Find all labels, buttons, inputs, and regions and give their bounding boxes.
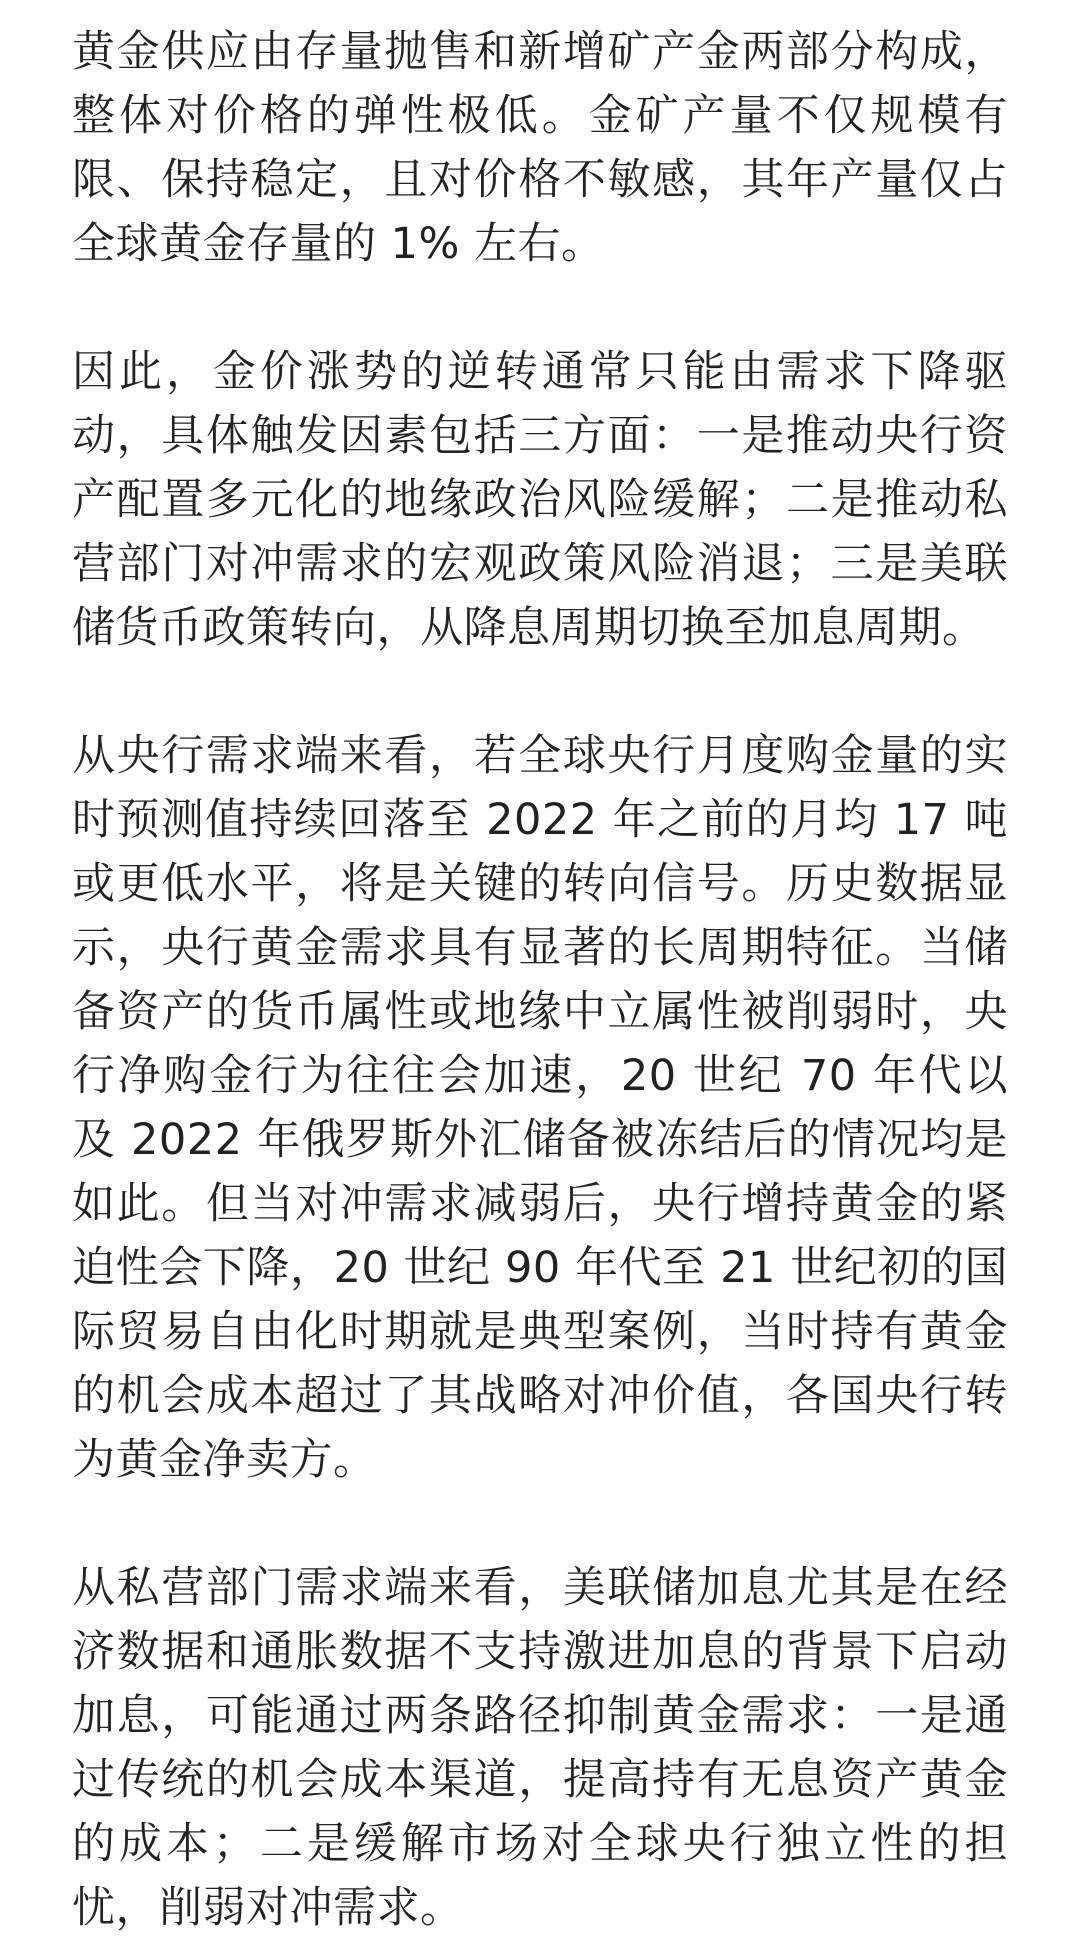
paragraph-gold-supply: 黄金供应由存量抛售和新增矿产金两部分构成，整体对价格的弹性极低。金矿产量不仅规模有限、保持稳定，且对价格不敏感，其年产量仅占全球黄金存量的 1% 左右。: [72, 27, 1008, 269]
paragraph-reversal-drivers: 因此，金价涨势的逆转通常只能由需求下降驱动，具体触发因素包括三方面：一是推动央行资产配置多元化的地缘政治风险缓解；二是推动私营部门对冲需求的宏观政策风险消退；三是美联储货币政策转向，从降息周期切换至加息周期。: [72, 347, 1008, 653]
paragraph-central-bank-demand: 从央行需求端来看，若全球央行月度购金量的实时预测值持续回落至 2022 年之前的月均 17 吨或更低水平，将是关键的转向信号。历史数据显示，央行黄金需求具有显著的长周期特征。当储备资产的货币属性或地缘中立属性被削弱时，央行净购金行为往往会加速，20 世纪 70 年代以及 2022 年俄罗斯外汇储备被冻结后的情况均是如此。但当对冲需求减弱后，央行增持黄金的紧迫性会下降，20 世纪 90 年代至 21 世纪初的国际贸易自由化时期就是典型案例，当时持有黄金的机会成本超过了其战略对冲价值，各国央行转为黄金净卖方。: [72, 731, 1008, 1485]
paragraph-private-sector-demand: 从私营部门需求端来看，美联储加息尤其是在经济数据和通胀数据不支持激进加息的背景下启动加息，可能通过两条路径抑制黄金需求：一是通过传统的机会成本渠道，提高持有无息资产黄金的成本；二是缓解市场对全球央行独立性的担忧，削弱对冲需求。: [72, 1563, 1008, 1933]
article-body: [72, 20, 1008, 1940]
